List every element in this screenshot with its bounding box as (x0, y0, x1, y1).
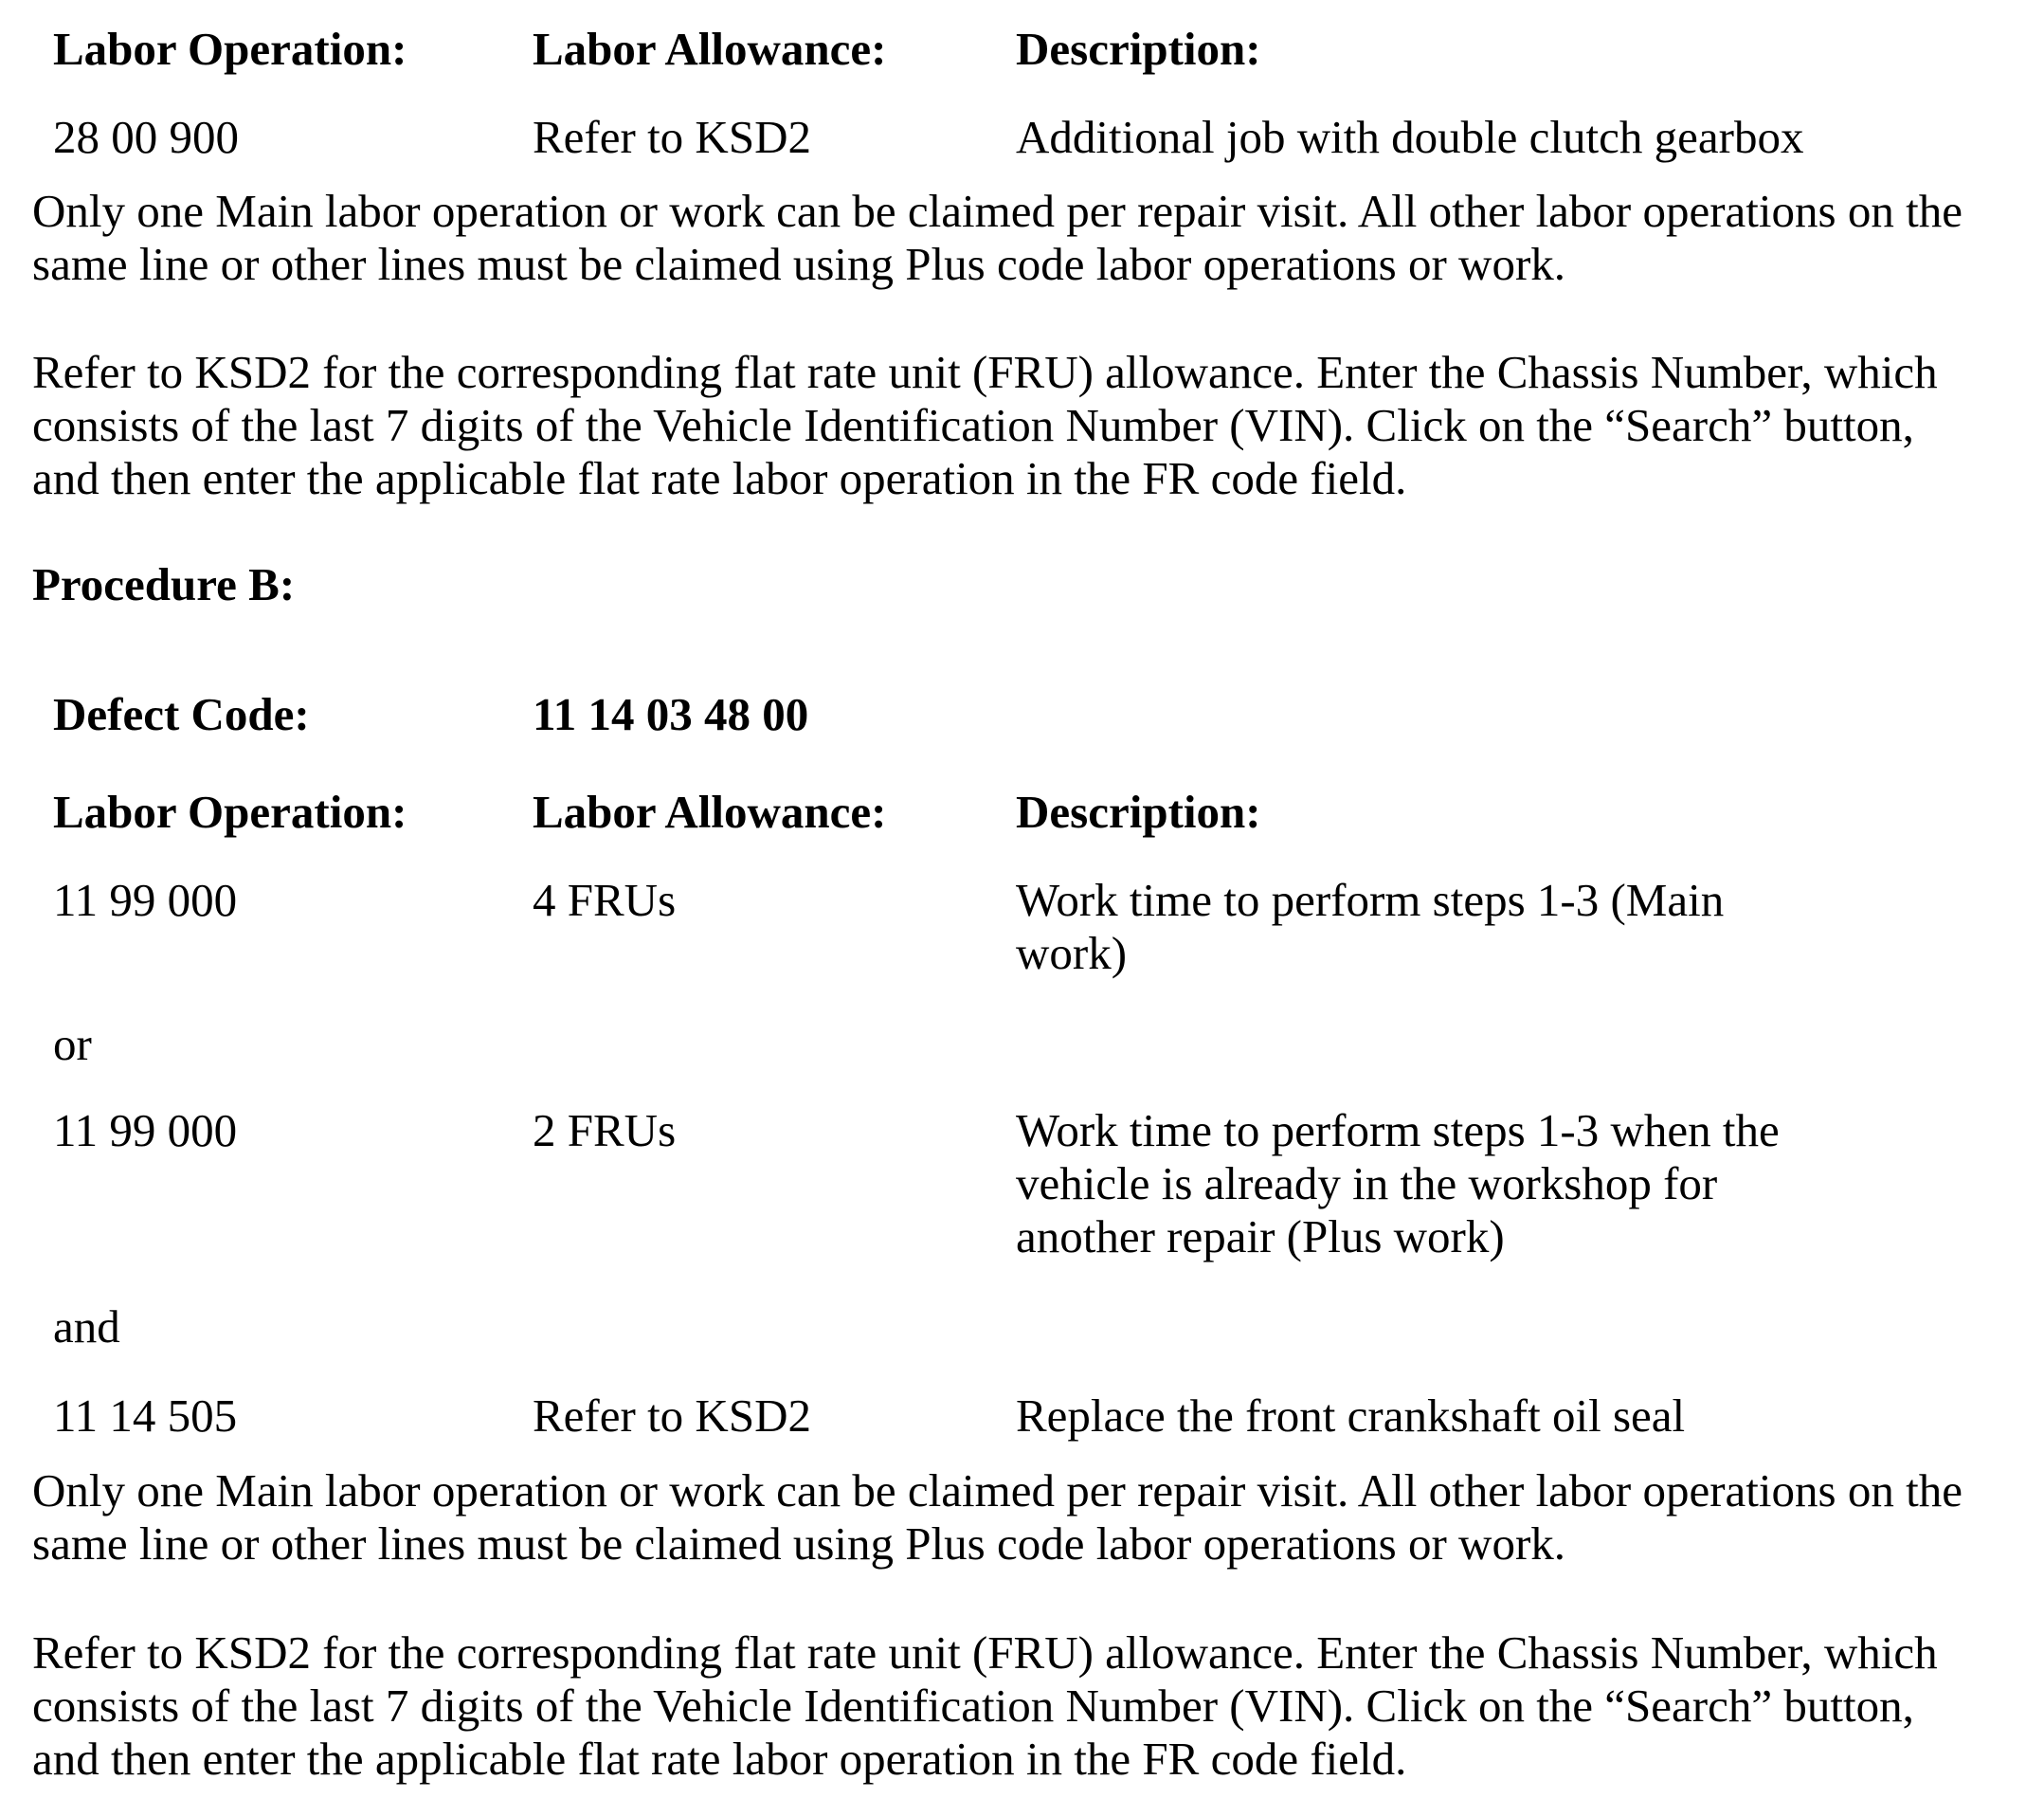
table-row-allowance: Refer to KSD2 (533, 1389, 811, 1442)
description-line: vehicle is already in the workshop for (1016, 1157, 1718, 1209)
connector-or: or (53, 1018, 92, 1070)
procedure-b-header-labor-operation: Labor Operation: (53, 786, 407, 838)
table-row-operation: 11 14 505 (53, 1389, 238, 1442)
description-line: Replace the front crankshaft oil seal (1016, 1389, 1686, 1442)
paragraph-line: Refer to KSD2 for the corresponding flat rate unit (FRU) allowance. Enter the Chassis Number, which (32, 1626, 1938, 1679)
paragraph-ksd2-1 (32, 346, 2022, 505)
procedure-b-header-description: Description: (1016, 786, 1261, 838)
top-row-allowance: Refer to KSD2 (533, 111, 811, 163)
connector-and: and (53, 1300, 120, 1353)
procedure-b-heading: Procedure B: (32, 558, 296, 610)
paragraph-line: and then enter the applicable flat rate labor operation in the FR code field. (32, 1733, 1407, 1785)
table-row-allowance: 2 FRUs (533, 1104, 677, 1156)
paragraph-line: consists of the last 7 digits of the Vehicle Identification Number (VIN). Click on the “Search” button, (32, 399, 1914, 451)
paragraph-line: same line or other lines must be claimed using Plus code labor operations or work. (32, 238, 1566, 290)
table-row-description (1016, 1104, 1780, 1263)
header-description: Description: (1016, 23, 1261, 75)
table-row-operation: 11 99 000 (53, 1104, 238, 1156)
description-line: Work time to perform steps 1-3 (Main (1016, 874, 1725, 926)
table-row-allowance: 4 FRUs (533, 874, 677, 926)
description-line: another repair (Plus work) (1016, 1210, 1505, 1262)
top-row-operation: 28 00 900 (53, 111, 239, 163)
paragraph-line: Only one Main labor operation or work can be claimed per repair visit. All other labor operations on the (32, 1464, 1963, 1516)
paragraph-line: consists of the last 7 digits of the Vehicle Identification Number (VIN). Click on the “Search” button, (32, 1680, 1914, 1732)
paragraph-main-labor-1 (32, 185, 2022, 291)
header-labor-allowance: Labor Allowance: (533, 23, 887, 75)
description-line: work) (1016, 927, 1128, 979)
description-line: Work time to perform steps 1-3 when the (1016, 1104, 1780, 1156)
defect-code-value: 11 14 03 48 00 (533, 688, 809, 740)
paragraph-line: Only one Main labor operation or work can be claimed per repair visit. All other labor operations on the (32, 185, 1963, 237)
table-row-description (1016, 874, 1724, 980)
paragraph-line: same line or other lines must be claimed using Plus code labor operations or work. (32, 1517, 1566, 1570)
procedure-b-header-labor-allowance: Labor Allowance: (533, 786, 887, 838)
top-row-description: Additional job with double clutch gearbox (1016, 111, 1804, 163)
table-row-operation: 11 99 000 (53, 874, 238, 926)
defect-code-label: Defect Code: (53, 688, 310, 740)
paragraph-line: Refer to KSD2 for the corresponding flat rate unit (FRU) allowance. Enter the Chassis Number, which (32, 346, 1938, 398)
paragraph-main-labor-2 (32, 1464, 2022, 1571)
header-labor-operation: Labor Operation: (53, 23, 407, 75)
paragraph-line: and then enter the applicable flat rate labor operation in the FR code field. (32, 452, 1407, 504)
paragraph-ksd2-2 (32, 1626, 2022, 1786)
table-row-description (1016, 1389, 1685, 1443)
